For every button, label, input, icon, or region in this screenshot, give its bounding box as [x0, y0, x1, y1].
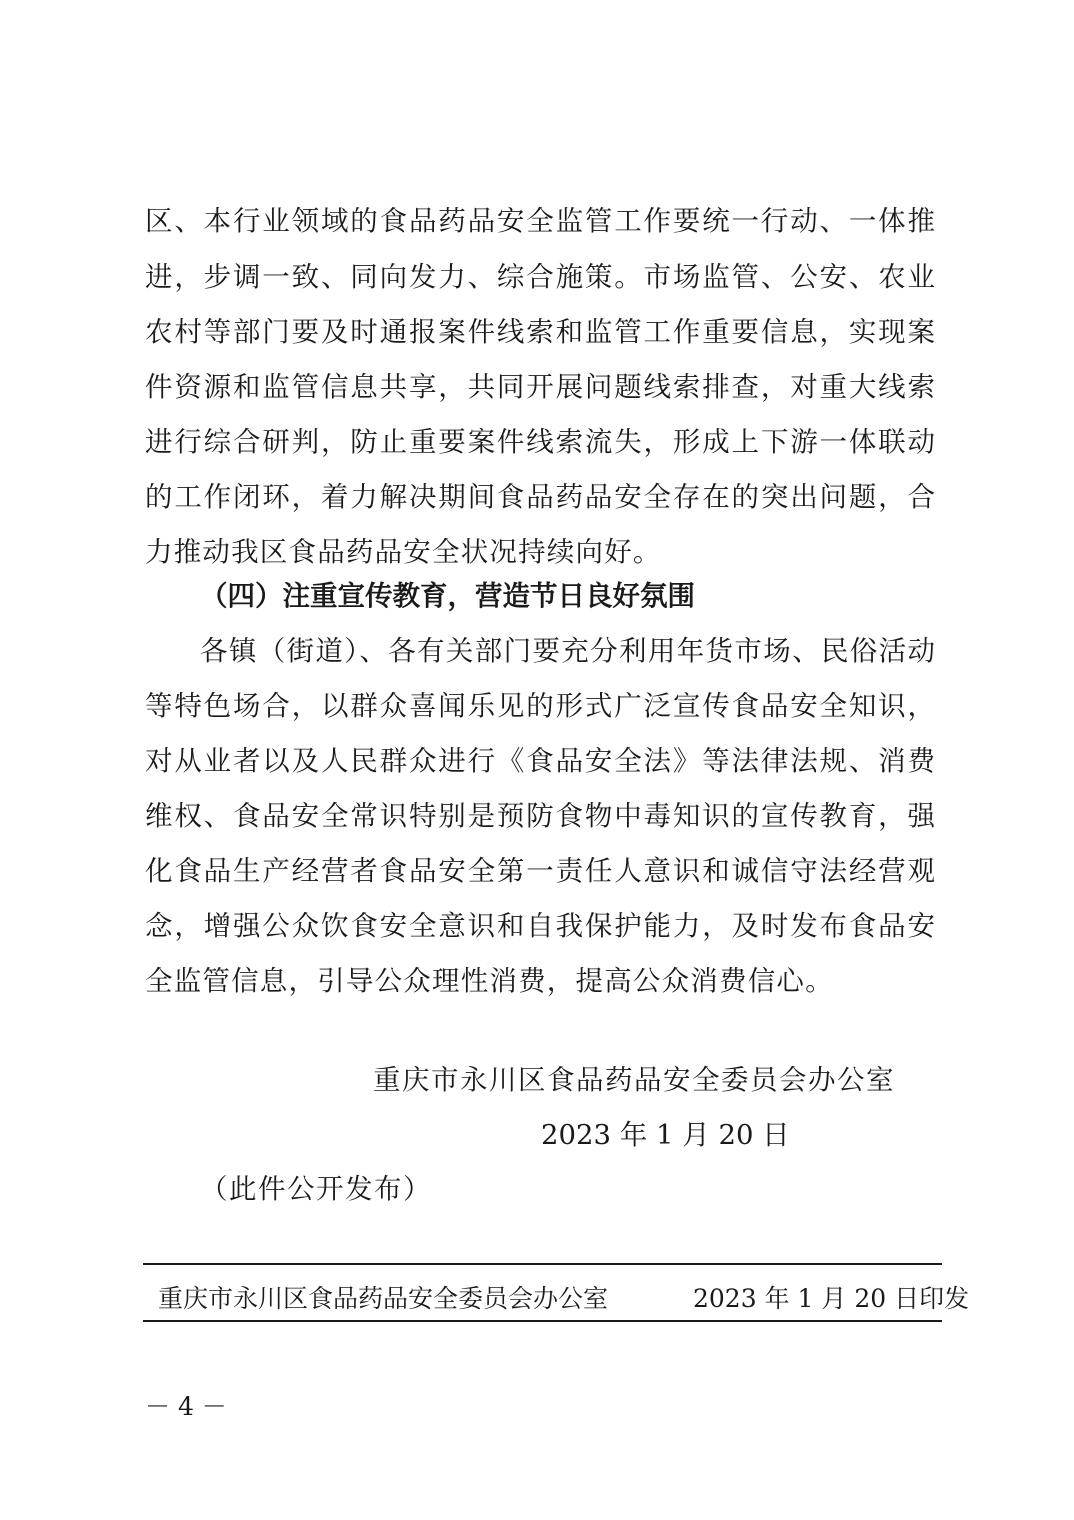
section-heading: （四）注重宣传教育，营造节日良好氛围: [200, 580, 695, 612]
body-line: 维权、食品安全常识特别是预防食物中毒知识的宣传教育，强: [145, 800, 935, 832]
body-line: 进行综合研判，防止重要案件线索流失，形成上下游一体联动: [145, 426, 935, 458]
body-line: 进，步调一致、同向发力、综合施策。市场监管、公安、农业: [145, 261, 935, 293]
body-line: 等特色场合，以群众喜闻乐见的形式广泛宣传食品安全知识，: [145, 690, 935, 722]
body-line: 念，增强公众饮食安全意识和自我保护能力，及时发布食品安: [145, 910, 935, 942]
body-line: 件资源和监管信息共享，共同开展问题线索排查，对重大线索: [145, 371, 935, 403]
body-line: 各镇（街道）、各有关部门要充分利用年货市场、民俗活动: [200, 635, 935, 667]
body-line: 化食品生产经营者食品安全第一责任人意识和诚信守法经营观: [145, 855, 935, 887]
footer-bottom-rule: [143, 1320, 942, 1322]
footer-org: 重庆市永川区食品药品安全委员会办公室: [158, 1284, 609, 1313]
footer-top-rule: [143, 1263, 942, 1265]
page-number: － 4 －: [145, 1392, 227, 1421]
body-line: 区、本行业领域的食品药品安全监管工作要统一行动、一体推: [145, 205, 935, 237]
body-line: 农村等部门要及时通报案件线索和监管工作重要信息，实现案: [145, 316, 935, 348]
body-line: 对从业者以及人民群众进行《食品安全法》等法律法规、消费: [145, 745, 935, 777]
body-line: 力推动我区食品药品安全状况持续向好。: [145, 536, 662, 568]
body-line: 的工作闭环，着力解决期间食品药品安全存在的突出问题，合: [145, 481, 935, 513]
signature-date: 2023 年 1 月 20 日: [541, 1119, 790, 1151]
signature-org: 重庆市永川区食品药品安全委员会办公室: [373, 1064, 895, 1096]
public-release-note: （此件公开发布）: [200, 1173, 432, 1205]
footer-date: 2023 年 1 月 20 日印发: [693, 1284, 970, 1313]
body-line: 全监管信息，引导公众理性消费，提高公众消费信心。: [145, 965, 834, 997]
